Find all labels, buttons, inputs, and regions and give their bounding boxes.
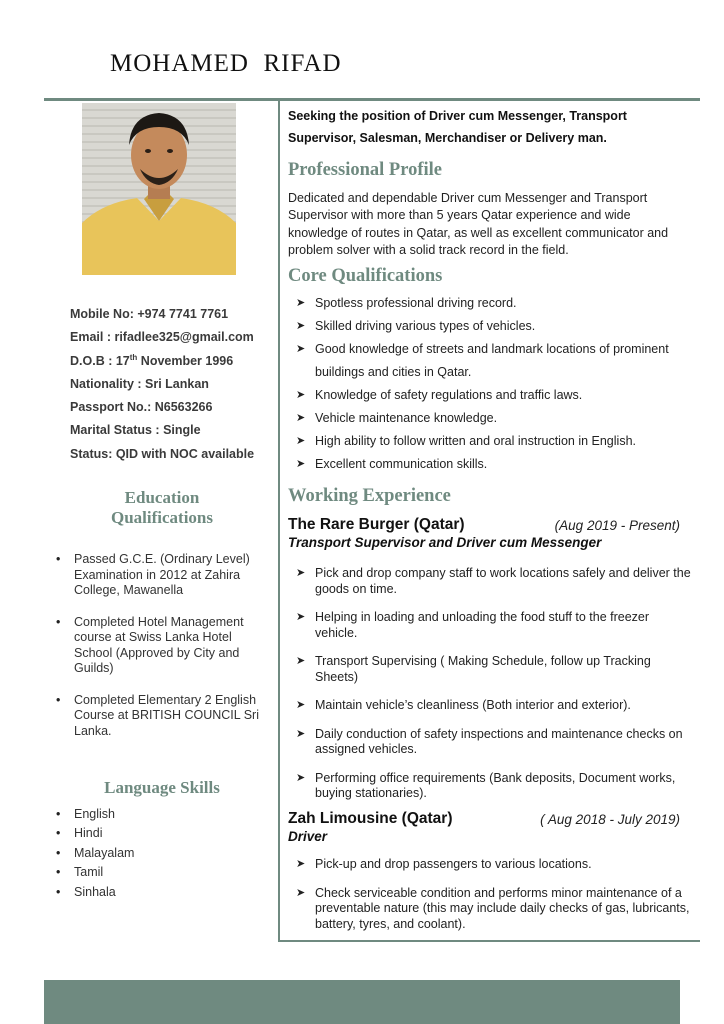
header-divider (44, 98, 700, 101)
list-item: ➤ High ability to follow written and oral instruction in English. (296, 430, 686, 453)
arrow-bullet-icon: ➤ (296, 297, 306, 309)
list-item: ➤ Transport Supervising ( Making Schedule, follow up Tracking Sheets) (296, 654, 651, 684)
duty-list (296, 566, 691, 815)
experience-heading: Working Experience (288, 486, 451, 506)
candidate-name: MOHAMED RIFAD (110, 50, 342, 77)
duty-list (296, 857, 691, 945)
list-item: • English (56, 805, 134, 824)
arrow-bullet-icon: ➤ (296, 389, 306, 401)
list-item: • Tamil (56, 863, 134, 882)
list-item: ➤ Knowledge of safety regulations and traffic laws. (296, 384, 686, 407)
contact-details (70, 303, 275, 466)
email-address: Email : rifadlee325@gmail.com (70, 330, 254, 345)
profile-heading: Professional Profile (288, 160, 442, 180)
list-item: • Hindi (56, 824, 134, 843)
column-divider (278, 101, 280, 941)
arrow-bullet-icon: ➤ (296, 343, 306, 355)
date-of-birth: D.O.B : 17th November 1996 (70, 352, 234, 368)
list-item: ➤ Good knowledge of streets and landmark locations of prominent buildings and cities in Qatar. (296, 338, 686, 384)
arrow-bullet-icon: ➤ (296, 412, 306, 424)
core-list (296, 292, 686, 476)
profile-photo (82, 103, 236, 275)
job-header (288, 516, 688, 556)
job-role: Transport Supervisor and Driver cum Messenger (288, 535, 602, 550)
list-item: ➤ Pick and drop company staff to work locations safely and deliver the goods on time. (296, 566, 691, 596)
list-item: • Malayalam (56, 844, 134, 863)
language-list (56, 805, 134, 902)
list-item: ➤ Performing office requirements (Bank deposits, Document works, buying stationaries). (296, 770, 676, 800)
arrow-bullet-icon: ➤ (296, 320, 306, 332)
list-item: ➤ Skilled driving various types of vehicles. (296, 315, 686, 338)
arrow-bullet-icon: ➤ (296, 435, 306, 447)
education-list (56, 552, 266, 755)
list-item: • Completed Elementary 2 English Course at BRITISH COUNCIL Sri Lanka. (56, 693, 266, 740)
job-dates: (Aug 2019 - Present) (554, 518, 680, 533)
list-item: ➤ Pick-up and drop passengers to various locations. (296, 857, 592, 871)
arrow-bullet-icon: ➤ (296, 886, 306, 899)
list-item: • Sinhala (56, 883, 134, 902)
profile-text: Dedicated and dependable Driver cum Messenger and Transport Supervisor with more than 5 years Qatar experience and wide knowledge of routes in Qatar, as well as excellent communicator and problem solver with a solid track record in the field. (288, 191, 669, 257)
core-heading: Core Qualifications (288, 266, 443, 286)
list-item: ➤ Check serviceable condition and performs minor maintenance of a preventable nature (this may include daily checks of gas, lubricants, battery, tyres, and coolant). (296, 885, 690, 931)
company-name: The Rare Burger (Qatar) (288, 516, 465, 533)
list-item: • Passed G.C.E. (Ordinary Level) Examination in 2012 at Zahira College, Mawanella (56, 552, 266, 599)
footer-band (44, 980, 680, 1024)
list-item: ➤ Excellent communication skills. (296, 453, 686, 476)
education-heading: Education Qualifications (110, 488, 213, 527)
career-objective: Seeking the position of Driver cum Messenger, Transport Supervisor, Salesman, Merchandiser or Delivery man. (288, 109, 627, 145)
list-item: ➤ Daily conduction of safety inspections and maintenance checks on assigned vehicles. (296, 726, 683, 756)
arrow-bullet-icon: ➤ (296, 699, 306, 711)
list-item: ➤ Maintain vehicle’s cleanliness (Both interior and exterior). (296, 698, 631, 712)
arrow-bullet-icon: ➤ (296, 727, 306, 740)
job-role: Driver (288, 829, 328, 844)
arrow-bullet-icon: ➤ (296, 567, 306, 579)
list-item: ➤ Helping in loading and unloading the food stuff to the freezer vehicle. (296, 610, 650, 640)
nationality: Nationality : Sri Lankan (70, 376, 209, 391)
arrow-bullet-icon: ➤ (296, 771, 306, 784)
arrow-bullet-icon: ➤ (296, 655, 306, 667)
arrow-bullet-icon: ➤ (296, 611, 306, 623)
list-item: ➤ Vehicle maintenance knowledge. (296, 407, 686, 430)
company-name: Zah Limousine (Qatar) (288, 810, 453, 827)
job-dates: ( Aug 2018 - July 2019) (540, 812, 680, 827)
language-heading: Language Skills (104, 778, 220, 797)
job-header (288, 810, 688, 850)
arrow-bullet-icon: ➤ (296, 858, 306, 870)
marital-status: Marital Status : Single (70, 423, 201, 438)
mobile-number: Mobile No: +974 7741 7761 (70, 307, 229, 321)
arrow-bullet-icon: ➤ (296, 458, 306, 470)
passport-number: Passport No.: N6563266 (70, 400, 213, 415)
list-item: • Completed Hotel Management course at Swiss Lanka Hotel School (Approved by City and Guilds) (56, 615, 266, 677)
visa-status: Status: QID with NOC available (70, 446, 255, 461)
list-item: ➤ Spotless professional driving record. (296, 292, 686, 315)
